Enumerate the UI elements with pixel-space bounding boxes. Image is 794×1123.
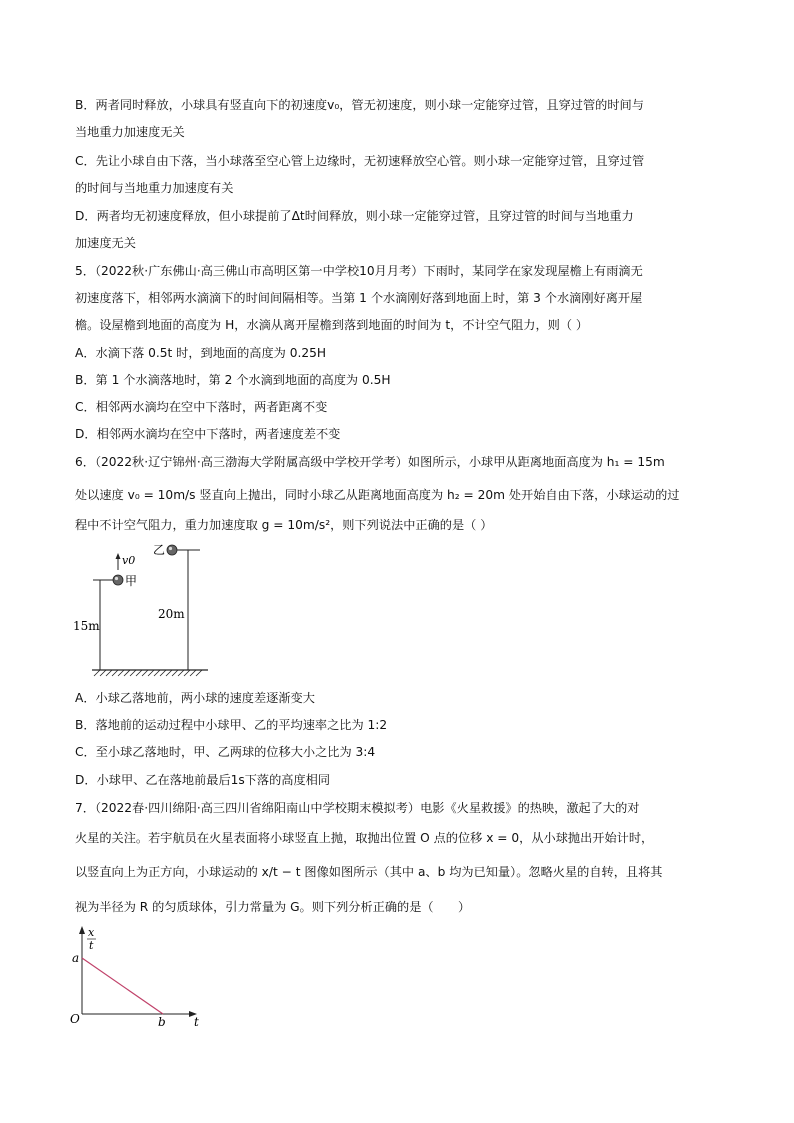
question-6-line3: 程中不计空气阻力，重力加速度取 g = 10m/s²，则下列说法中正确的是（ ） <box>75 518 493 532</box>
label-t-fraction: t <box>89 939 94 952</box>
question-5-line3: 檐。设屋檐到地面的高度为 H，水滴从离开屋檐到落到地面的时间为 t，不计空气阻力，则（ ） <box>75 318 589 332</box>
option-d-q4-line1: D．两者均无初速度释放，但小球提前了Δt时间释放，则小球一定能穿过管，且穿过管的时间与当地重力 <box>75 209 634 223</box>
option-c-q5: C．相邻两水滴均在空中下落时，两者距离不变 <box>75 400 328 414</box>
question-7-line2: 火星的关注。若宇航员在火星表面将小球竖直上抛，取抛出位置 O 点的位移 x = 0，从小球抛出开始计时， <box>75 831 654 845</box>
option-b-q4-line1: B．两者同时释放，小球具有竖直向下的初速度v₀，管无初速度，则小球一定能穿过管，且穿过管的时间与 <box>75 98 644 112</box>
option-c-q4-line2: 的时间与当地重力加速度有关 <box>75 181 234 195</box>
label-20m: 20m <box>158 607 185 621</box>
y-axis-arrow <box>79 926 85 934</box>
option-a-q6: A．小球乙落地前，两小球的速度差逐渐变大 <box>75 691 315 705</box>
option-a-q5: A．水滴下落 0.5t 时，到地面的高度为 0.25H <box>75 346 327 360</box>
label-O: O <box>70 1012 80 1026</box>
option-c-q6: C．至小球乙落地时，甲、乙两球的位移大小之比为 3:4 <box>75 745 376 759</box>
label-x: x <box>88 926 95 939</box>
velocity-arrowhead <box>116 553 121 559</box>
question-6-line2: 处以速度 v₀ = 10m/s 竖直向上抛出，同时小球乙从距离地面高度为 h₂ = 20m 处开始自由下落，小球运动的过 <box>75 488 680 502</box>
question-6-figure <box>70 538 220 678</box>
option-b-q6: B．落地前的运动过程中小球甲、乙的平均速率之比为 1:2 <box>75 718 388 732</box>
option-d-q5: D．相邻两水滴均在空中下落时，两者速度差不变 <box>75 427 341 441</box>
option-c-q4-line1: C．先让小球自由下落，当小球落至空心管上边缘时，无初速释放空心管。则小球一定能穿过管，且穿过管 <box>75 154 645 168</box>
question-5-line2: 初速度落下，相邻两水滴滴下的时间间隔相等。当第 1 个水滴刚好落到地面上时，第 3 个水滴刚好离开屋 <box>75 291 643 305</box>
option-d-q6: D．小球甲、乙在落地前最后1s下落的高度相同 <box>75 773 331 787</box>
option-b-q5: B．第 1 个水滴落地时，第 2 个水滴到地面的高度为 0.5H <box>75 373 391 387</box>
ball-yi <box>167 545 177 555</box>
graph-line <box>82 958 163 1014</box>
label-b: b <box>158 1015 166 1027</box>
question-7-figure <box>70 922 210 1027</box>
question-7-line3: 以竖直向上为正方向，小球运动的 x/t − t 图像如图所示（其中 a、b 均为已知量）。忽略火星的自转，且将其 <box>75 865 663 879</box>
ground-hatching <box>94 670 202 676</box>
question-6-line1: 6．（2022秋·辽宁锦州·高三渤海大学附属高级中学校开学考）如图所示，小球甲从距离地面高度为 h₁ = 15m <box>75 455 665 469</box>
option-d-q4-line2: 加速度无关 <box>75 236 136 250</box>
ball-jia <box>113 575 123 585</box>
label-yi: 乙 <box>153 543 166 557</box>
question-5-line1: 5．（2022秋·广东佛山·高三佛山市高明区第一中学校10月月考）下雨时，某同学在家发现屋檐上有雨滴无 <box>75 264 643 278</box>
option-b-q4-line2: 当地重力加速度无关 <box>75 125 185 139</box>
label-15m: 15m <box>73 619 100 633</box>
question-7-line4: 视为半径为 R 的匀质球体，引力常量为 G。则下列分析正确的是（ ） <box>75 900 471 914</box>
question-7-line1: 7．（2022春·四川绵阳·高三四川省绵阳南山中学校期末模拟考）电影《火星救援》的热映，激起了大的对 <box>75 801 640 815</box>
label-jia: 甲 <box>125 574 138 588</box>
label-t: t <box>194 1015 199 1027</box>
label-v0: v0 <box>122 554 136 567</box>
label-a: a <box>72 951 80 965</box>
